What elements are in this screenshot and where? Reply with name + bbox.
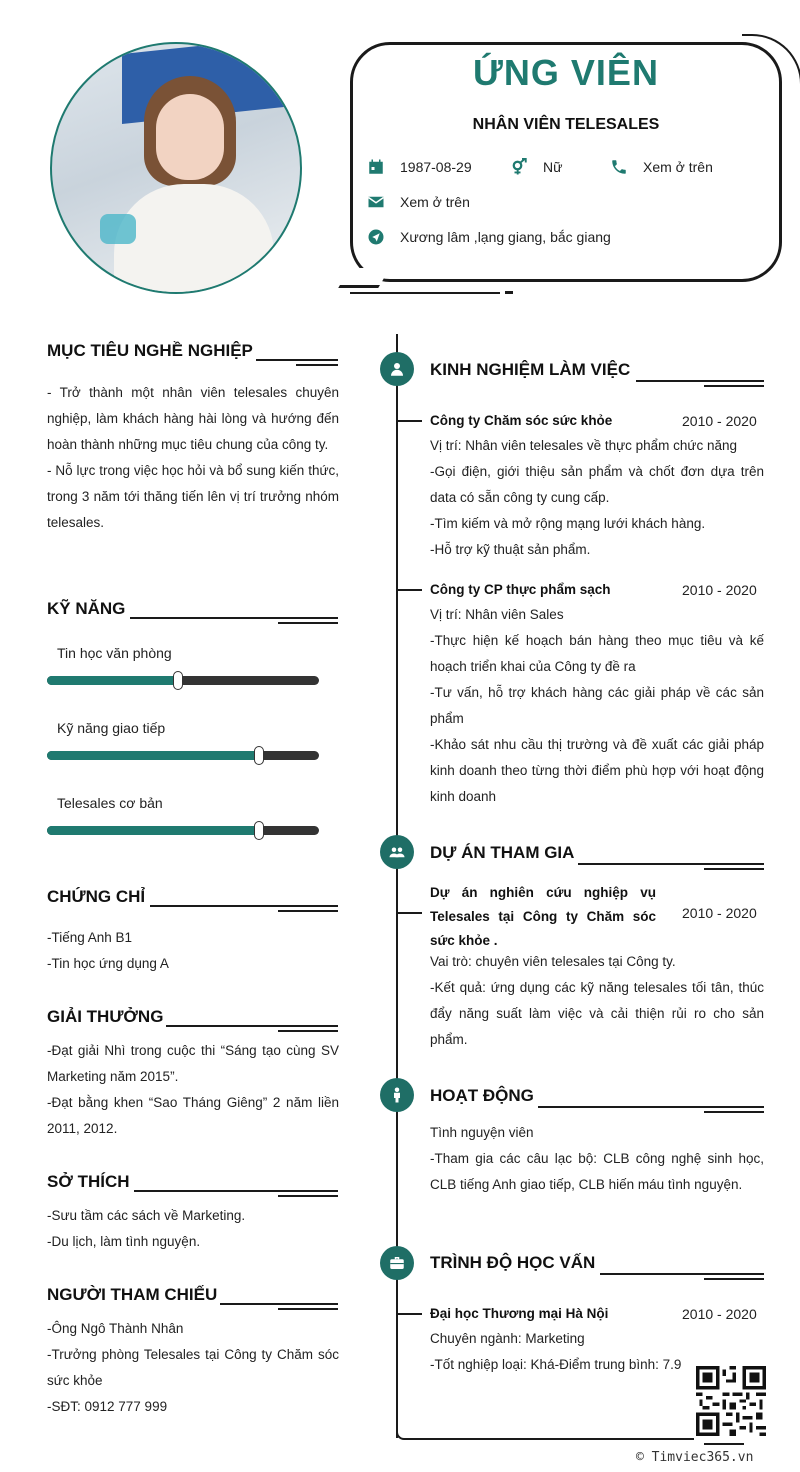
skill-bar: [47, 676, 319, 685]
gender-row: [510, 158, 562, 176]
email-icon: [367, 193, 385, 211]
qr-code: [696, 1366, 766, 1436]
skill-label: Tin học văn phòng: [57, 645, 172, 661]
address-row: [367, 228, 611, 246]
job-description: Vị trí: Nhân viên Sales -Thực hiện kế hoạch bán hàng theo mục tiêu và kế hoạch triển khai của Công ty đề ra -Tư vấn, hỗ trợ khách hàng các giải pháp về các sản phẩm -Khảo sát nhu cầu thị trường và đề xuất các giải pháp kinh doanh theo từng thời điểm phù hợp với hoạt động kinh doanh: [430, 607, 764, 804]
timeline-connector: [398, 1313, 422, 1315]
job-time: 2010 - 2020: [682, 582, 757, 598]
group-icon: [380, 835, 414, 869]
section-underline: [600, 1273, 764, 1275]
certificates-text: -Tiếng Anh B1 -Tin học ứng dụng A: [47, 930, 169, 971]
timeline-connector: [398, 420, 422, 422]
phone-icon: [610, 158, 628, 176]
skill-label: Kỹ năng giao tiếp: [57, 720, 166, 736]
skill-bar-fill: [47, 751, 259, 760]
objective-text: - Trở thành một nhân viên telesales chuyên nghiệp, làm khách hàng hài lòng và hướng đến hoàn thành những mục tiêu chung của công ty. - Nỗ lực trong việc học hỏi và bổ sung kiến thức, trong 3 năm tới thăng tiến lên vị trí trưởng nhóm telesales.: [47, 385, 339, 530]
project-name: Dự án nghiên cứu nghiệp vụ Telesales tại Công ty Chăm sóc sức khỏe .: [430, 885, 656, 948]
skill-bar-knob: [254, 821, 264, 840]
section-underline: [256, 359, 338, 361]
section-underline: [538, 1106, 764, 1108]
skill-label: Telesales cơ bản: [57, 795, 163, 811]
hobbies-text: -Sưu tầm các sách về Marketing. -Du lịch, làm tình nguyện.: [47, 1208, 246, 1249]
education-description: Chuyên ngành: Marketing -Tốt nghiệp loại: Khá-Điểm trung bình: 7.9: [430, 1331, 682, 1372]
skill-bar: [47, 751, 319, 760]
section-underline: [704, 868, 764, 870]
skill-bar: [47, 826, 319, 835]
divider: [505, 291, 513, 294]
person-icon: [380, 1078, 414, 1112]
awards-text: -Đạt giải Nhì trong cuộc thi “Sáng tạo cùng SV Marketing năm 2015”. -Đạt bằng khen “Sao Tháng Giêng” 2 năm liền 2011, 2012.: [47, 1043, 339, 1136]
section-underline: [704, 1111, 764, 1113]
candidate-photo: [50, 42, 302, 294]
briefcase-icon: [380, 1246, 414, 1280]
section-underline: [278, 1308, 338, 1310]
section-underline: [296, 364, 338, 366]
phone-row: [610, 158, 713, 176]
activities-text: Tình nguyện viên -Tham gia các câu lạc bộ: CLB công nghệ sinh học, CLB tiếng Anh giao tiếp, CLB hiến máu tình nguyện.: [430, 1125, 764, 1192]
divider: [704, 1443, 744, 1445]
education-title: TRÌNH ĐỘ HỌC VẤN: [430, 1253, 596, 1272]
certificates-title: CHỨNG CHỈ: [47, 887, 146, 906]
section-underline: [220, 1303, 338, 1305]
project-description: Vai trò: chuyên viên telesales tại Công ty. -Kết quả: ứng dụng các kỹ năng telesales tối tân, thúc đẩy năng suất làm việc và cải thiện rủi ro cho sản phẩm.: [430, 954, 764, 1047]
skill-bar-knob: [173, 671, 183, 690]
section-underline: [134, 1190, 338, 1192]
section-underline: [704, 1278, 764, 1280]
skills-title: KỸ NĂNG: [47, 599, 126, 618]
awards-title: GIẢI THƯỞNG: [47, 1007, 164, 1026]
section-underline: [130, 617, 338, 619]
experience-title: KINH NGHIỆM LÀM VIỆC: [430, 360, 631, 379]
phone-value: Xem ở trên: [643, 159, 713, 175]
activities-title: HOẠT ĐỘNG: [430, 1086, 534, 1105]
section-underline: [278, 622, 338, 624]
briefcase-user-icon: [380, 352, 414, 386]
job-company: Công ty Chăm sóc sức khỏe: [430, 413, 613, 428]
hobbies-title: SỞ THÍCH: [47, 1172, 130, 1191]
section-underline: [578, 863, 764, 865]
education-time: 2010 - 2020: [682, 1306, 757, 1322]
section-underline: [278, 1030, 338, 1032]
email-value: Xem ở trên: [400, 194, 470, 210]
birthday-row: [367, 158, 472, 176]
education-school: Đại học Thương mại Hà Nội: [430, 1306, 609, 1321]
section-underline: [636, 380, 764, 382]
section-underline: [166, 1025, 338, 1027]
section-underline: [704, 385, 764, 387]
timeline-bottom-line: [404, 1438, 694, 1440]
job-time: 2010 - 2020: [682, 413, 757, 429]
section-underline: [278, 1195, 338, 1197]
location-icon: [367, 228, 385, 246]
skill-bar-fill: [47, 676, 178, 685]
candidate-name: ỨNG VIÊN: [473, 52, 659, 93]
job-description: Vị trí: Nhân viên telesales về thực phẩm chức năng -Gọi điện, giới thiệu sản phẩm và chốt đơn dựa trên data có sẵn công ty cung cấp. -Tìm kiếm và mở rộng mạng lưới khách hàng. -Hỗ trợ kỹ thuật sản phẩm.: [430, 438, 764, 557]
timeline-connector: [398, 589, 422, 591]
birthday-value: 1987-08-29: [400, 159, 472, 175]
references-title: NGƯỜI THAM CHIẾU: [47, 1285, 218, 1304]
project-time: 2010 - 2020: [682, 905, 757, 921]
skill-bar-knob: [254, 746, 264, 765]
copyright: © Timviec365.vn: [636, 1450, 754, 1465]
skill-bar-fill: [47, 826, 259, 835]
timeline-connector: [398, 912, 422, 914]
candidate-position: NHÂN VIÊN TELESALES: [472, 116, 660, 133]
section-underline: [150, 905, 338, 907]
divider: [350, 292, 500, 294]
projects-title: DỰ ÁN THAM GIA: [430, 843, 575, 862]
bubble-tail: [338, 268, 390, 288]
calendar-icon: [367, 158, 385, 176]
references-text: -Ông Ngô Thành Nhân -Trưởng phòng Telesales tại Công ty Chăm sóc sức khỏe -SĐT: 0912 777 999: [47, 1321, 339, 1414]
objective-title: MỤC TIÊU NGHỀ NGHIỆP: [47, 341, 253, 360]
address-value: Xương lâm ,lạng giang, bắc giang: [400, 229, 611, 245]
gender-value: Nữ: [543, 159, 563, 175]
section-underline: [278, 910, 338, 912]
job-company: Công ty CP thực phẩm sạch: [430, 582, 611, 597]
gender-icon: [510, 158, 528, 176]
email-row: [367, 193, 470, 211]
